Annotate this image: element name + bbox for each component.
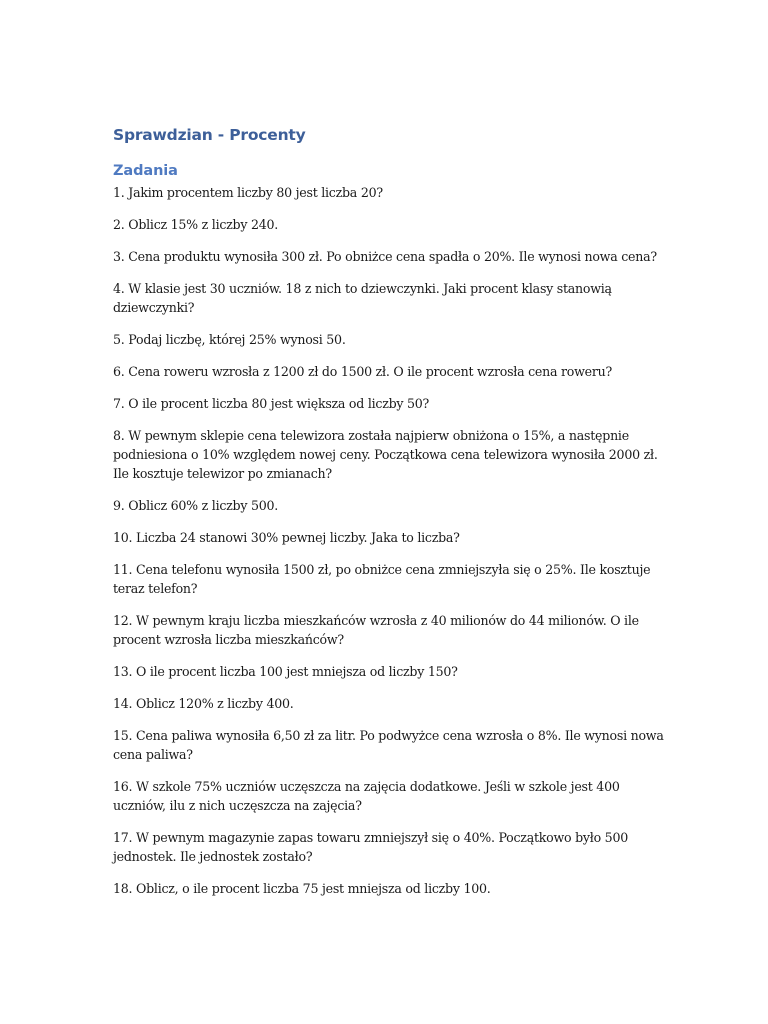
task-item: 3. Cena produktu wynosiła 300 zł. Po obniżce cena spadła o 20%. Ile wynosi nowa cena?: [113, 249, 657, 264]
task-item: 17. W pewnym magazynie zapas towaru zmniejszył się o 40%. Początkowo było 500 jednostek. Ile jednostek zostało?: [113, 830, 628, 864]
task-item: 2. Oblicz 15% z liczby 240.: [113, 217, 278, 232]
task-item: 9. Oblicz 60% z liczby 500.: [113, 498, 278, 513]
task-item: 16. W szkole 75% uczniów uczęszcza na zajęcia dodatkowe. Jeśli w szkole jest 400 uczniów, ilu z nich uczęszcza na zajęcia?: [113, 779, 620, 813]
task-item: 13. O ile procent liczba 100 jest mniejsza od liczby 150?: [113, 664, 458, 679]
task-item: 8. W pewnym sklepie cena telewizora została najpierw obniżona o 15%, a następnie podniesiona o 10% względem nowej ceny. Początkowa cena telewizora wynosiła 2000 zł. Ile kosztuje telewizor po zmianach?: [113, 428, 658, 481]
task-item: 7. O ile procent liczba 80 jest większa od liczby 50?: [113, 396, 430, 411]
task-item: 15. Cena paliwa wynosiła 6,50 zł za litr. Po podwyżce cena wzrosła o 8%. Ile wynosi nowa cena paliwa?: [113, 728, 664, 762]
task-item: 11. Cena telefonu wynosiła 1500 zł, po obniżce cena zmniejszyła się o 25%. Ile kosztuje teraz telefon?: [113, 562, 651, 596]
task-item: 1. Jakim procentem liczby 80 jest liczba 20?: [113, 185, 383, 200]
section-heading: Zadania: [113, 163, 178, 179]
task-item: 6. Cena roweru wzrosła z 1200 zł do 1500 zł. O ile procent wzrosła cena roweru?: [113, 364, 612, 379]
task-item: 14. Oblicz 120% z liczby 400.: [113, 696, 294, 711]
task-item: 12. W pewnym kraju liczba mieszkańców wzrosła z 40 milionów do 44 milionów. O ile procent wzrosła liczba mieszkańców?: [113, 613, 639, 647]
document-title: Sprawdzian - Procenty: [113, 126, 306, 144]
task-item: 18. Oblicz, o ile procent liczba 75 jest mniejsza od liczby 100.: [113, 881, 491, 896]
task-item: 4. W klasie jest 30 uczniów. 18 z nich to dziewczynki. Jaki procent klasy stanowią dziewczynki?: [113, 281, 612, 315]
task-list: [113, 183, 673, 898]
task-item: 10. Liczba 24 stanowi 30% pewnej liczby. Jaka to liczba?: [113, 530, 460, 545]
document-body: [113, 124, 673, 911]
task-item: 5. Podaj liczbę, której 25% wynosi 50.: [113, 332, 346, 347]
